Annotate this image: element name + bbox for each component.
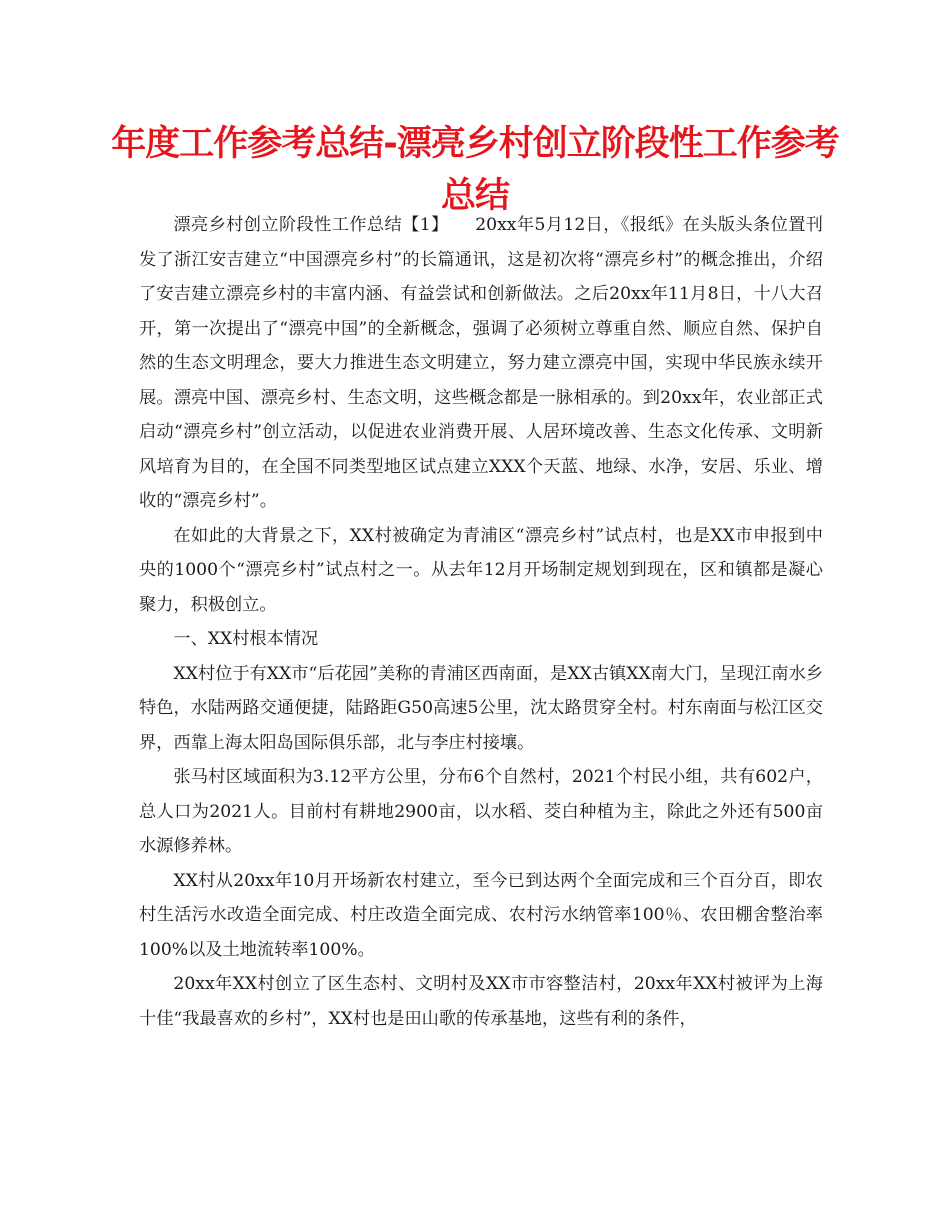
- document-title: 年度工作参考总结-漂亮乡村创立阶段性工作参考总结: [111, 124, 839, 216]
- paragraph: XX村从20xx年10月开场新农村建立，至今已到达两个全面完成和三个百分百，即农村生活污水改造全面完成、村庄改造全面完成、农村污水纳管率100％、农田棚舍整治率100%以及土地流转率100%。: [139, 870, 823, 960]
- paragraph: 漂亮乡村创立阶段性工作总结【1】 20xx年5月12日，《报纸》在头版头条位置刊发了浙江安吉建立“中国漂亮乡村”的长篇通讯，这是初次将“漂亮乡村”的概念推出，介绍了安吉建立漂亮乡村的丰富内涵、有益尝试和创新做法。之后20xx年11月8日，十八大召开，第一次提出了“漂亮中国”的全新概念，强调了必须树立尊重自然、顺应自然、保护自然的生态文明理念，要大力推进生态文明建立，努力建立漂亮中国，实现中华民族永续开展。漂亮中国、漂亮乡村、生态文明，这些概念都是一脉相承的。到20xx年，农业部正式启动“漂亮乡村”创立活动，以促进农业消费开展、人居环境改善、生态文化传承、文明新风培育为目的，在全国不同类型地区试点建立XXX个天蓝、地绿、水净，安居、乐业、增收的“漂亮乡村”。: [139, 215, 823, 511]
- section-heading: 一、XX村根本情况: [173, 629, 319, 649]
- paragraph: 20xx年XX村创立了区生态村、文明村及XX市市容整洁村，20xx年XX村被评为上海十佳“我最喜欢的乡村”，XX村也是田山歌的传承基地，这些有利的条件，: [139, 974, 823, 1029]
- paragraph: 张马村区域面积为3.12平方公里，分布6个自然村，2021个村民小组，共有602户，总人口为2021人。目前村有耕地2900亩，以水稻、茭白种植为主，除此之外还有500亩水源修养林。: [139, 767, 823, 856]
- document-body: [139, 208, 823, 1036]
- paragraph: XX村位于有XX市“后花园”美称的青浦区西南面，是XX古镇XX南大门，呈现江南水乡特色，水陆两路交通便捷，陆路距G50高速5公里，沈太路贯穿全村。村东南面与松江区交界，西靠上海太阳岛国际俱乐部，北与李庄村接壤。: [139, 663, 823, 753]
- paragraph: 在如此的大背景之下，XX村被确定为青浦区“漂亮乡村”试点村，也是XX市申报到中央的1000个“漂亮乡村”试点村之一。从去年12月开场制定规划到现在，区和镇都是凝心聚力，积极创立。: [139, 525, 823, 615]
